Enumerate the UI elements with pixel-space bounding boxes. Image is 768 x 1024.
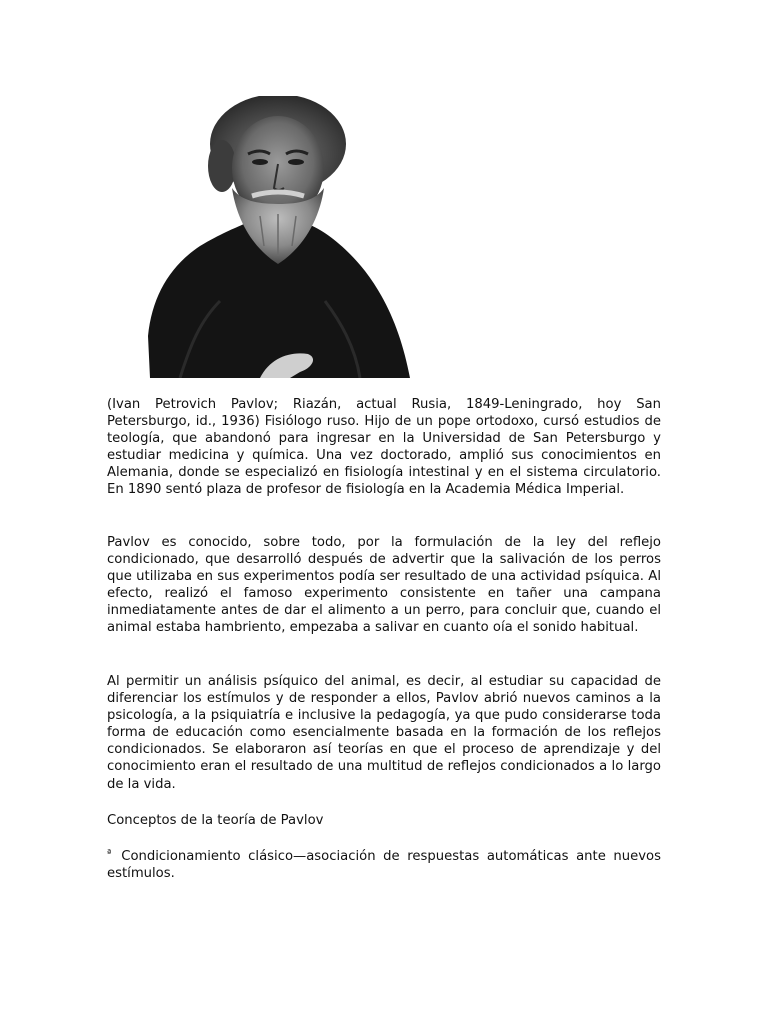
list-item [107,846,661,882]
reflex-paragraph: Pavlov es conocido, sobre todo, por la formulación de la ley del reflejo condicionado, que desarrolló después de advertir que la salivación de los perros que utilizaba en sus experimentos podía ser resultado de una actividad psíquica. Al efecto, realizó el famoso experimento consistente en tañer una campana inmediatamente antes de dar el alimento a un perro, para concluir que, cuando el animal estaba hambriento, empezaba a salivar en cuanto oía el sonido habitual. [107,535,661,636]
influence-paragraph: Al permitir un análisis psíquico del animal, es decir, al estudiar su capacidad de diferenciar los estímulos y de responder a ellos, Pavlov abrió nuevos caminos a la psicología, a la psiquiatría e inclusive la pedagogía, ya que pudo considerarse toda forma de educación como esencialmente basada en la formación de los reflejos condicionados. Se elaboraron así teorías en que el proceso de aprendizaje y del conocimiento eran el resultado de una multitud de reflejos condicionados a lo largo de la vida. [107,674,661,792]
bullet-icon: ª [107,849,112,859]
section-heading: Conceptos de la teoría de Pavlov [107,813,324,828]
list-item-text: Condicionamiento clásico—asociación de respuestas automáticas ante nuevos estímulos. [107,849,661,882]
pavlov-portrait-photo [140,96,412,378]
biography-paragraph: (Ivan Petrovich Pavlov; Riazán, actual Rusia, 1849-Leningrado, hoy San Petersburgo, id., 1936) Fisiólogo ruso. Hijo de un pope ortodoxo, cursó estudios de teología, que abandonó para ingresar en la Universidad de San Petersburgo y estudiar medicina y química. Una vez doctorado, amplió sus conocimientos en Alemania, donde se especializó en fisiología intestinal y en el sistema circulatorio. En 1890 sentó plaza de profesor de fisiología en la Academia Médica Imperial. [107,397,661,498]
